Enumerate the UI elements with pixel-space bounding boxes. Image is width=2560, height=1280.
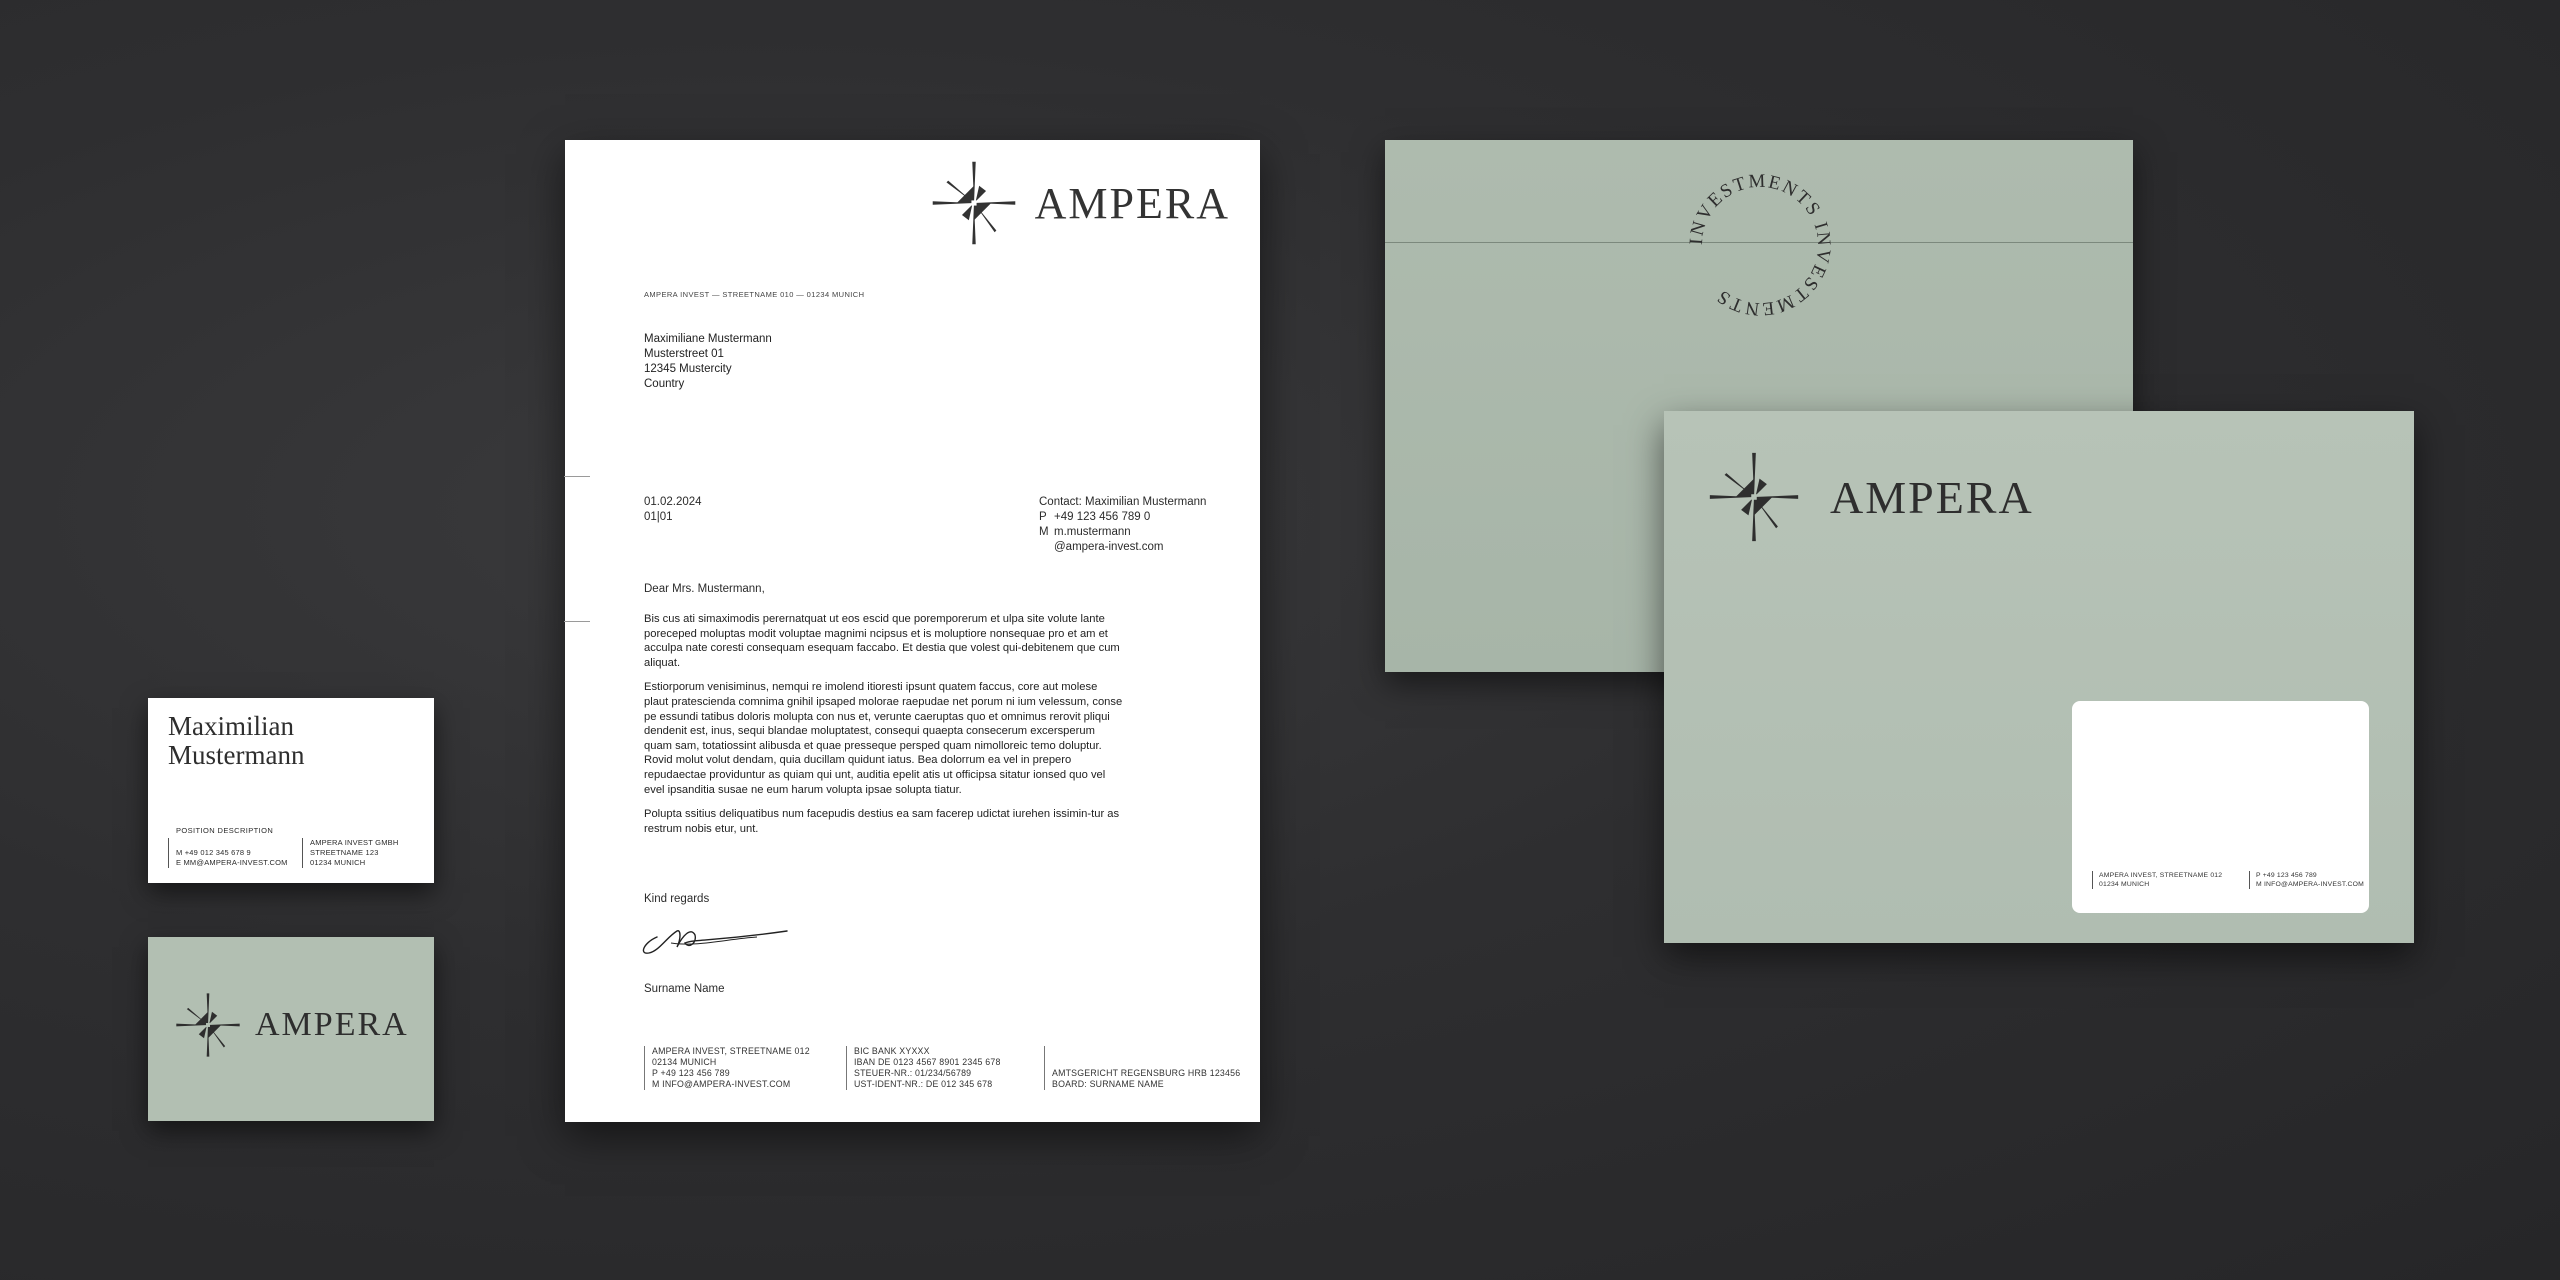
recipient-street: Musterstreet 01 bbox=[644, 348, 724, 360]
card-email: E MM@AMPERA-INVEST.COM bbox=[176, 858, 288, 867]
footer-bank bbox=[846, 1046, 1034, 1090]
envelope-sender-info bbox=[2092, 871, 2364, 889]
fold-mark bbox=[564, 476, 590, 477]
footer-line: IBAN DE 0123 4567 8901 2345 678 bbox=[854, 1057, 1001, 1067]
card-phone: M +49 012 345 678 9 bbox=[176, 848, 251, 857]
envelope-sender-address bbox=[2092, 871, 2237, 889]
body-paragraph: Bis cus ati simaximodis perernatquat ut eos escid que poremporerum et ulpa site volute lante poreceped moluptas modit voluptae magnimi ncipsus et is moluptiore nonsequae pro et am et acculpa nate coresti consequam esequam faccabo. Et destia que volest qui-debitenem que cum aliquat. bbox=[644, 613, 1120, 669]
envelope-logo bbox=[1708, 451, 2034, 543]
recipient-country: Country bbox=[644, 378, 685, 390]
phone-label: P bbox=[1039, 511, 1047, 523]
page-number: 01|01 bbox=[644, 511, 673, 523]
card-position: POSITION DESCRIPTION bbox=[176, 826, 274, 835]
seal-text: INVESTMENTS INVESTMENTS bbox=[1685, 170, 1835, 320]
letter-date-block bbox=[644, 495, 702, 525]
footer-line: UST-IDENT-NR.: DE 012 345 678 bbox=[854, 1079, 993, 1089]
envelope-front bbox=[1664, 411, 2414, 943]
card-company-line: STREETNAME 123 bbox=[310, 848, 379, 857]
signature-name: Surname Name bbox=[644, 983, 725, 995]
business-card-back bbox=[148, 937, 434, 1121]
star-logo-icon bbox=[931, 160, 1017, 246]
card-company-line: AMPERA INVEST GMBH bbox=[310, 838, 399, 847]
contact-mail-domain: @ampera-invest.com bbox=[1054, 541, 1164, 553]
envelope-line: 01234 MUNICH bbox=[2099, 881, 2150, 888]
footer-address bbox=[644, 1046, 836, 1090]
sender-line: AMPERA INVEST — STREETNAME 010 — 01234 MUNICH bbox=[644, 290, 865, 299]
contact-mail-row bbox=[1039, 525, 1206, 540]
envelope-address-window bbox=[2072, 701, 2369, 913]
salutation: Dear Mrs. Mustermann, bbox=[644, 583, 765, 595]
footer-line: P +49 123 456 789 bbox=[652, 1068, 730, 1078]
envelope-line: AMPERA INVEST, STREETNAME 012 bbox=[2099, 872, 2223, 879]
recipient-name: Maximiliane Mustermann bbox=[644, 333, 772, 345]
envelope-line: P +49 123 456 789 bbox=[2256, 872, 2317, 879]
letter-footer bbox=[644, 1046, 1242, 1090]
footer-line: AMTSGERICHT REGENSBURG HRB 123456 bbox=[1052, 1068, 1241, 1078]
footer-line: M INFO@AMPERA-INVEST.COM bbox=[652, 1079, 791, 1089]
footer-line: BIC BANK XYXXX bbox=[854, 1046, 930, 1056]
footer-line: STEUER-NR.: 01/234/56789 bbox=[854, 1068, 972, 1078]
card-contact bbox=[168, 838, 296, 868]
brand-wordmark: AMPERA bbox=[255, 1006, 409, 1043]
card-name bbox=[168, 712, 304, 770]
contact-phone: +49 123 456 789 0 bbox=[1054, 511, 1151, 523]
card-logo bbox=[175, 992, 409, 1058]
card-first-name: Maximilian bbox=[168, 711, 294, 741]
card-info bbox=[168, 838, 410, 868]
footer-line: AMPERA INVEST, STREETNAME 012 bbox=[652, 1046, 810, 1056]
contact-block bbox=[1039, 495, 1206, 555]
mail-label: M bbox=[1039, 526, 1049, 538]
contact-phone-row bbox=[1039, 510, 1206, 525]
card-company-line: 01234 MUNICH bbox=[310, 858, 366, 867]
body-paragraph: Polupta ssitius deliquatibus num facepudis destius ea sam facerep udictat iurehen issimin-tur as restrum nobis etur, unt. bbox=[644, 808, 1120, 835]
star-logo-icon bbox=[175, 992, 241, 1058]
fold-mark bbox=[564, 621, 590, 622]
recipient-address bbox=[644, 332, 772, 392]
brand-wordmark: AMPERA bbox=[1830, 471, 2034, 523]
envelope-line: M INFO@AMPERA-INVEST.COM bbox=[2256, 881, 2364, 888]
card-last-name: Mustermann bbox=[168, 740, 305, 770]
contact-mail-row-2 bbox=[1039, 540, 1206, 555]
star-logo-icon bbox=[1708, 451, 1800, 543]
envelope-sender-contact bbox=[2249, 871, 2364, 889]
footer-line: 02134 MUNICH bbox=[652, 1057, 717, 1067]
handwritten-signature bbox=[637, 913, 797, 965]
svg-text:INVESTMENTS INVESTMENTS bbox=[1686, 171, 1835, 320]
letter-body bbox=[644, 612, 1124, 846]
footer-line: BOARD: SURNAME NAME bbox=[1052, 1079, 1164, 1089]
closing: Kind regards bbox=[644, 893, 710, 905]
letterhead-sheet bbox=[565, 140, 1260, 1122]
card-company bbox=[302, 838, 410, 868]
letter-logo bbox=[931, 160, 1230, 246]
contact-title: Contact: Maximilian Mustermann bbox=[1039, 496, 1207, 508]
letter-date: 01.02.2024 bbox=[644, 496, 702, 508]
body-paragraph: Estiorporum venisiminus, nemqui re imolend itioresti ipsunt quatem faccus, core aut molese plaut pratescienda comnima gnihil ipsaped molorae raepudae net porum ni ium velessum, conse pe essundi tatibus doloris molupta con nus et, verunte caeruptas quo et omnimus rerovit pliqui dendenit est, inus, sequi blandae moluptatest, consequi quaepta consecerum excersperum quam sam, totatiossint alibusda et quae presseque persped quam nimolloreic temo doluptur. Rovid molut volut dendam, quia ducillam quidunt iatus. Bea dolorrum ea vel in prepero repudaectae providuntur as quiam qui unt, auditia epelit atis ut officipsa sitatur ionsed quo vel evel ipsanditia susae ne eum harum volupta ipsae solupta tiatur. bbox=[644, 681, 1123, 796]
recipient-city: 12345 Mustercity bbox=[644, 363, 732, 375]
footer-registry bbox=[1044, 1046, 1242, 1090]
business-card-front bbox=[148, 698, 434, 883]
brand-wordmark: AMPERA bbox=[1034, 178, 1230, 228]
contact-mail-user: m.mustermann bbox=[1054, 526, 1131, 538]
investments-circular-seal bbox=[1685, 170, 1835, 320]
